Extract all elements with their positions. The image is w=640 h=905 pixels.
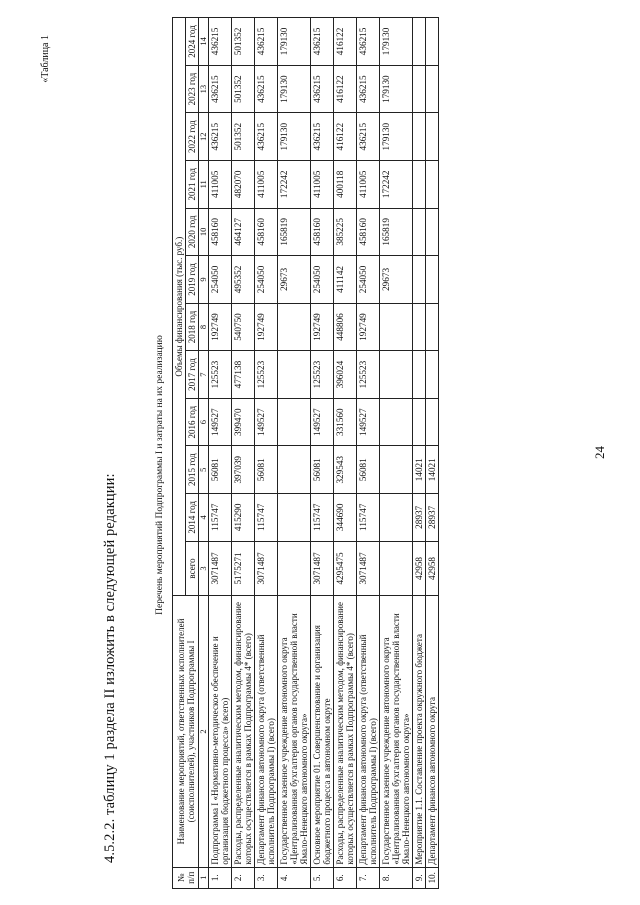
- header-year: 2017 год: [186, 351, 199, 399]
- row-value: 411005: [209, 160, 232, 208]
- row-value: 56081: [357, 446, 380, 494]
- table-row: [413, 18, 426, 889]
- header-year: 2020 год: [186, 208, 199, 256]
- row-value: 179130: [380, 113, 413, 161]
- row-value: [278, 446, 311, 494]
- row-value: 42958: [413, 541, 426, 596]
- header-year: 2015 год: [186, 446, 199, 494]
- table-row: [209, 18, 232, 889]
- column-index: 6: [199, 398, 209, 446]
- row-value: 28937: [413, 494, 426, 542]
- row-name: Расходы, распределенные аналитическим методом, финансирование которых осуществляется в рамках Подпрограммы 4* (всего): [232, 596, 255, 867]
- row-value: [426, 398, 439, 446]
- column-index: 13: [199, 65, 209, 113]
- row-value: [380, 494, 413, 542]
- row-value: 3071487: [311, 541, 334, 596]
- row-value: 56081: [209, 446, 232, 494]
- row-value: [413, 398, 426, 446]
- table-row: [334, 18, 357, 889]
- row-value: [426, 113, 439, 161]
- row-value: 540750: [232, 303, 255, 351]
- table-row: [311, 18, 334, 889]
- table-row: [232, 18, 255, 889]
- row-value: 3071487: [255, 541, 278, 596]
- row-value: 416122: [334, 65, 357, 113]
- funding-table: [172, 17, 439, 889]
- row-value: 149527: [357, 398, 380, 446]
- column-index: 5: [199, 446, 209, 494]
- row-value: 125523: [209, 351, 232, 399]
- row-value: [413, 256, 426, 304]
- row-value: [380, 541, 413, 596]
- row-value: 29673: [380, 256, 413, 304]
- row-value: 149527: [209, 398, 232, 446]
- row-value: 436215: [255, 65, 278, 113]
- row-name: Департамент финансов автономного округа (ответственный исполнитель Подпрограммы I) (всего): [357, 596, 380, 867]
- row-value: [380, 303, 413, 351]
- row-value: [426, 18, 439, 66]
- row-value: 165819: [380, 208, 413, 256]
- row-value: 396024: [334, 351, 357, 399]
- row-value: 192749: [255, 303, 278, 351]
- row-value: 501352: [232, 65, 255, 113]
- header-year: 2021 год: [186, 160, 199, 208]
- row-value: 436215: [357, 65, 380, 113]
- header-no: № п/п: [173, 867, 199, 888]
- row-value: [278, 398, 311, 446]
- table-wrapper: [172, 17, 439, 889]
- row-value: [426, 303, 439, 351]
- row-value: 458160: [255, 208, 278, 256]
- row-value: 397039: [232, 446, 255, 494]
- row-value: 411005: [357, 160, 380, 208]
- row-value: 436215: [311, 65, 334, 113]
- row-value: 165819: [278, 208, 311, 256]
- row-value: [426, 256, 439, 304]
- row-value: 172242: [380, 160, 413, 208]
- row-value: [278, 541, 311, 596]
- row-name: Расходы, распределенные аналитическим методом, финансирование которых осуществляется в рамках Подпрограммы 4* (всего): [334, 596, 357, 867]
- row-number: 6.: [334, 867, 357, 888]
- row-value: 115747: [255, 494, 278, 542]
- row-value: 482070: [232, 160, 255, 208]
- column-index: 3: [199, 541, 209, 596]
- row-value: [380, 351, 413, 399]
- column-index: 2: [199, 596, 209, 867]
- row-value: 411005: [255, 160, 278, 208]
- row-value: 56081: [311, 446, 334, 494]
- table-row: [357, 18, 380, 889]
- row-value: 495352: [232, 256, 255, 304]
- row-value: 3071487: [209, 541, 232, 596]
- row-value: 192749: [357, 303, 380, 351]
- row-value: 477138: [232, 351, 255, 399]
- row-value: 448806: [334, 303, 357, 351]
- header-year: 2014 год: [186, 494, 199, 542]
- row-value: [413, 303, 426, 351]
- row-value: [413, 351, 426, 399]
- row-value: 3071487: [357, 541, 380, 596]
- row-value: 179130: [380, 65, 413, 113]
- header-year: 2019 год: [186, 256, 199, 304]
- row-value: 411005: [311, 160, 334, 208]
- row-value: 458160: [209, 208, 232, 256]
- column-index: 9: [199, 256, 209, 304]
- header-funding: Объемы финансирования (тыс. руб.): [173, 18, 186, 596]
- row-value: [413, 18, 426, 66]
- row-value: 125523: [255, 351, 278, 399]
- row-value: 436215: [311, 113, 334, 161]
- row-number: 5.: [311, 867, 334, 888]
- row-number: 4.: [278, 867, 311, 888]
- row-value: 416122: [334, 18, 357, 66]
- row-value: 254050: [209, 256, 232, 304]
- row-value: 464127: [232, 208, 255, 256]
- row-value: 436215: [209, 65, 232, 113]
- row-value: 192749: [311, 303, 334, 351]
- row-value: 254050: [357, 256, 380, 304]
- row-number: 1.: [209, 867, 232, 888]
- row-number: 9.: [413, 867, 426, 888]
- row-number: 10.: [426, 867, 439, 888]
- table-caption: Перечень мероприятий Подпрограммы I и затраты на их реализацию: [155, 335, 165, 615]
- header-year: 2018 год: [186, 303, 199, 351]
- row-value: 436215: [255, 113, 278, 161]
- row-value: 415290: [232, 494, 255, 542]
- section-heading: 4.5.2.2. таблицу 1 раздела II изложить в следующей редакции:: [102, 473, 118, 863]
- row-value: 28937: [426, 494, 439, 542]
- row-value: 14021: [426, 446, 439, 494]
- row-value: 179130: [278, 113, 311, 161]
- row-value: 400118: [334, 160, 357, 208]
- row-value: 411142: [334, 256, 357, 304]
- row-value: [380, 398, 413, 446]
- row-value: 329543: [334, 446, 357, 494]
- column-index: 4: [199, 494, 209, 542]
- row-value: 115747: [209, 494, 232, 542]
- row-value: 501352: [232, 113, 255, 161]
- column-index: 12: [199, 113, 209, 161]
- row-name: Основное мероприятие 01. Совершенствование и организация бюджетного процесса в автономном округе: [311, 596, 334, 867]
- row-value: 4295475: [334, 541, 357, 596]
- row-value: 501352: [232, 18, 255, 66]
- row-value: [426, 65, 439, 113]
- row-value: 458160: [357, 208, 380, 256]
- row-value: 385225: [334, 208, 357, 256]
- table-row: [278, 18, 311, 889]
- row-value: 125523: [311, 351, 334, 399]
- row-value: 331560: [334, 398, 357, 446]
- row-value: 56081: [255, 446, 278, 494]
- table-row: [255, 18, 278, 889]
- row-value: 29673: [278, 256, 311, 304]
- row-value: 192749: [209, 303, 232, 351]
- row-value: 436215: [209, 113, 232, 161]
- header-year: 2016 год: [186, 398, 199, 446]
- row-value: 42958: [426, 541, 439, 596]
- header-year: 2024 год: [186, 18, 199, 66]
- row-value: [426, 160, 439, 208]
- row-value: 254050: [311, 256, 334, 304]
- row-value: 254050: [255, 256, 278, 304]
- row-value: [380, 446, 413, 494]
- row-value: [278, 494, 311, 542]
- column-index: 11: [199, 160, 209, 208]
- row-value: [413, 160, 426, 208]
- row-value: 115747: [357, 494, 380, 542]
- row-name: Мероприятие 1.1. Составление проекта окружного бюджета: [413, 596, 426, 867]
- row-value: [278, 303, 311, 351]
- page-number: 24: [592, 446, 607, 459]
- row-name: Подпрограмма I «Нормативно-методическое обеспечение и организация бюджетного процесса» (всего): [209, 596, 232, 867]
- row-value: 14021: [413, 446, 426, 494]
- row-value: 149527: [255, 398, 278, 446]
- header-year: 2022 год: [186, 113, 199, 161]
- row-number: 2.: [232, 867, 255, 888]
- row-value: [413, 113, 426, 161]
- row-value: 458160: [311, 208, 334, 256]
- row-number: 7.: [357, 867, 380, 888]
- row-value: [413, 208, 426, 256]
- row-value: 179130: [278, 18, 311, 66]
- row-value: 5175271: [232, 541, 255, 596]
- row-value: 125523: [357, 351, 380, 399]
- row-value: [278, 351, 311, 399]
- column-index: 7: [199, 351, 209, 399]
- column-index: 10: [199, 208, 209, 256]
- row-value: 179130: [380, 18, 413, 66]
- table-row: [426, 18, 439, 889]
- row-value: 436215: [357, 113, 380, 161]
- row-value: 115747: [311, 494, 334, 542]
- row-value: 436215: [209, 18, 232, 66]
- column-index: 8: [199, 303, 209, 351]
- column-index: 1: [199, 867, 209, 888]
- row-value: 179130: [278, 65, 311, 113]
- row-name: Государственное казенное учреждение автономного округа «Централизованная бухгалтерия органов государственной власти Ямало-Ненецкого автономного округа»: [380, 596, 413, 867]
- row-name: Департамент финансов автономного округа: [426, 596, 439, 867]
- row-value: 172242: [278, 160, 311, 208]
- row-number: 3.: [255, 867, 278, 888]
- row-name: Государственное казенное учреждение автономного округа «Централизованная бухгалтерия органов государственной власти Ямало-Ненецкого автономного округа»: [278, 596, 311, 867]
- row-value: 436215: [357, 18, 380, 66]
- row-value: [426, 351, 439, 399]
- row-value: 149527: [311, 398, 334, 446]
- row-value: 399470: [232, 398, 255, 446]
- row-value: 436215: [311, 18, 334, 66]
- row-value: [426, 208, 439, 256]
- row-value: 416122: [334, 113, 357, 161]
- table-note: «Таблица 1: [40, 35, 51, 83]
- header-total: всего: [186, 541, 199, 596]
- row-value: 436215: [255, 18, 278, 66]
- row-name: Департамент финансов автономного округа (ответственный исполнитель Подпрограммы I) (всего): [255, 596, 278, 867]
- column-index: 14: [199, 18, 209, 66]
- header-name: Наименование мероприятий, ответственных исполнителей (соисполнителей), участников Подпрограммы I: [173, 596, 199, 867]
- row-value: [413, 65, 426, 113]
- table-row: [380, 18, 413, 889]
- row-value: 344690: [334, 494, 357, 542]
- header-year: 2023 год: [186, 65, 199, 113]
- row-number: 8.: [380, 867, 413, 888]
